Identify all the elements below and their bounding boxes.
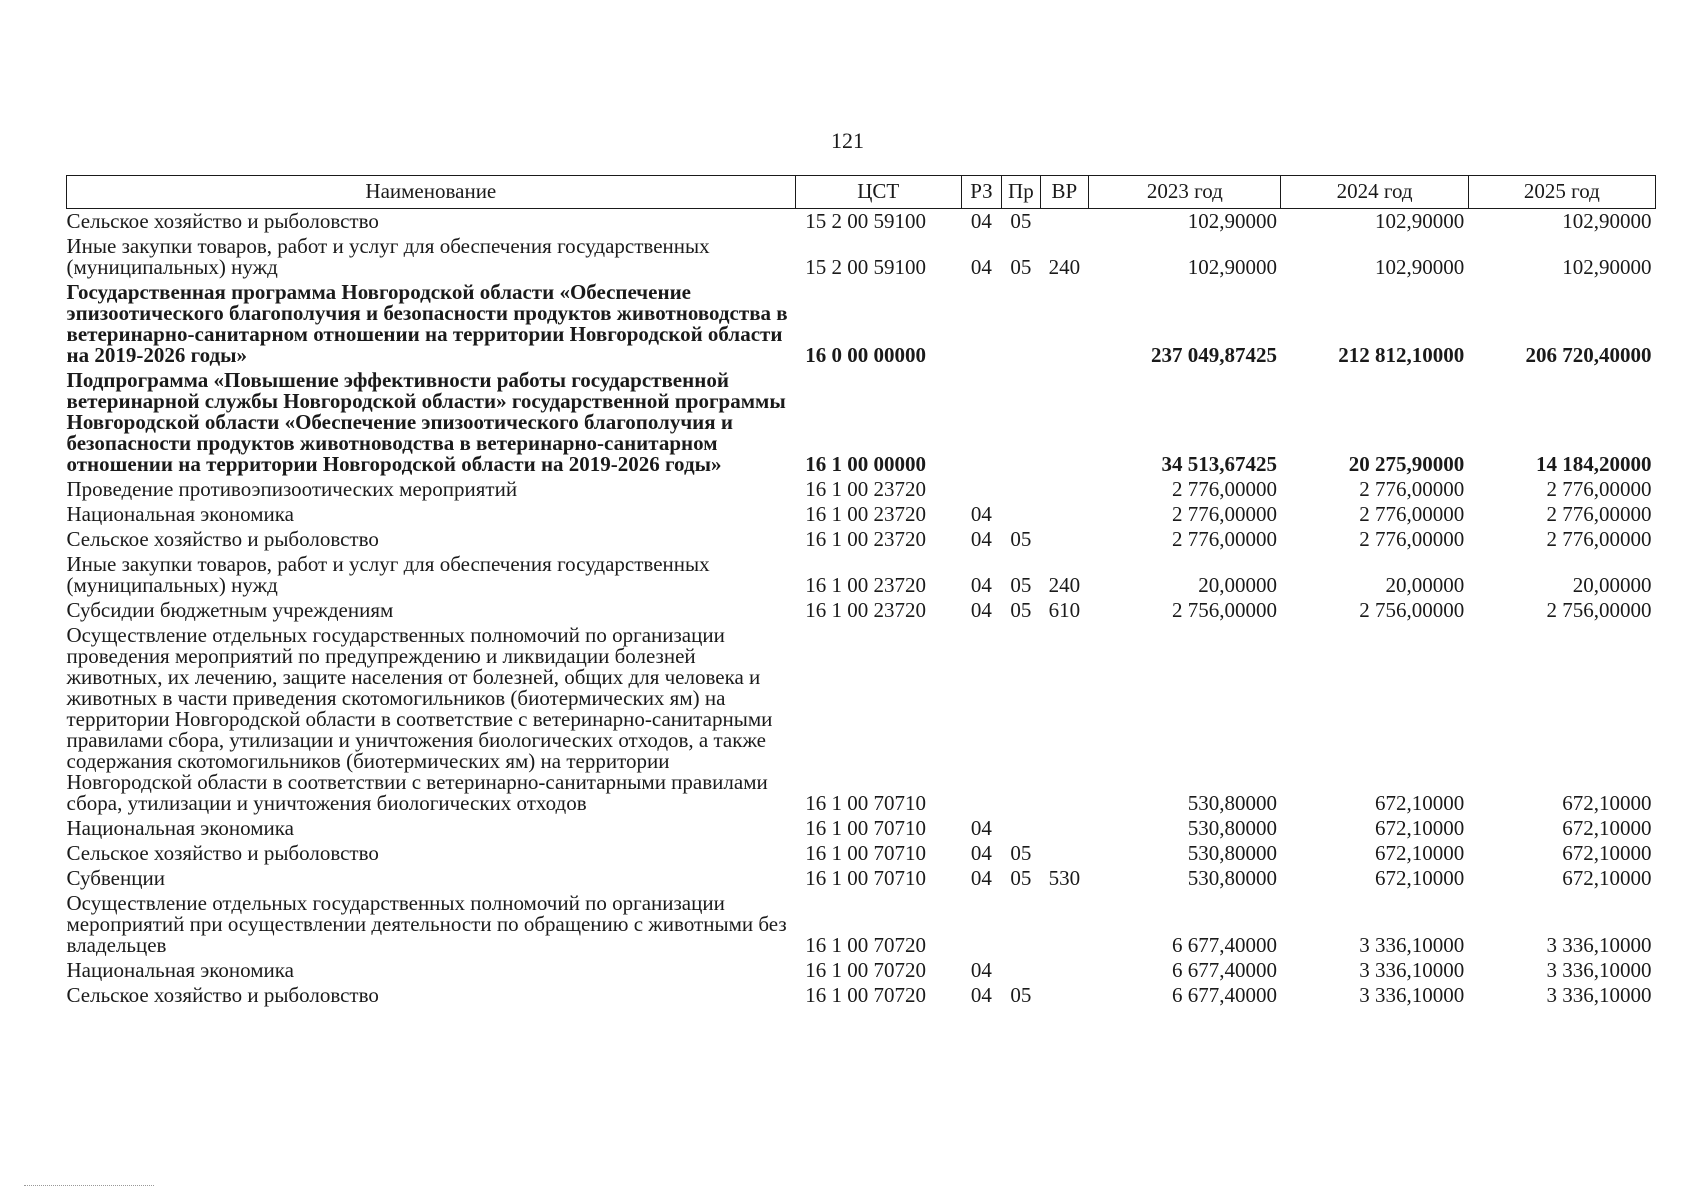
header-cst: ЦСТ xyxy=(795,176,961,209)
row-cst: 16 0 00 00000 xyxy=(805,343,926,367)
row-pr: 05 xyxy=(1010,866,1032,890)
row-2025: 3 336,10000 xyxy=(1546,983,1652,1007)
row-name: Национальная экономика xyxy=(66,958,294,982)
row-rz: 04 xyxy=(970,983,992,1007)
row-name: Субсидии бюджетным учреждениям xyxy=(66,598,394,622)
row-vr xyxy=(1040,477,1089,502)
row-pr: 05 xyxy=(1010,841,1032,865)
row-2024: 672,10000 xyxy=(1374,841,1465,865)
row-cst: 16 1 00 23720 xyxy=(805,502,926,526)
row-2023: 6 677,40000 xyxy=(1171,958,1277,982)
row-rz: 04 xyxy=(970,841,992,865)
row-pr: 05 xyxy=(1010,209,1032,233)
row-cst: 16 1 00 70710 xyxy=(805,791,926,815)
row-2025: 102,90000 xyxy=(1562,255,1652,279)
row-name: Осуществление отдельных государственных полномочий по организации мероприятий при осуществлении деятельности по обращению с животными без владельцев xyxy=(66,891,787,957)
row-2024: 20 275,90000 xyxy=(1348,452,1465,476)
row-name: Сельское хозяйство и рыболовство xyxy=(66,841,379,865)
row-2025: 3 336,10000 xyxy=(1546,958,1652,982)
row-vr xyxy=(1040,958,1089,983)
row-rz: 04 xyxy=(970,527,992,551)
row-cst: 16 1 00 23720 xyxy=(805,598,926,622)
row-name: Национальная экономика xyxy=(66,816,294,840)
row-cst: 16 1 00 70710 xyxy=(805,841,926,865)
row-cst: 16 1 00 70710 xyxy=(805,866,926,890)
row-2025: 2 776,00000 xyxy=(1546,502,1652,526)
row-vr xyxy=(1040,502,1089,527)
row-rz xyxy=(961,368,1001,477)
row-name: Иные закупки товаров, работ и услуг для обеспечения государственных (муниципальных) нужд xyxy=(66,234,710,279)
row-pr xyxy=(1002,280,1040,368)
row-rz xyxy=(961,280,1001,368)
row-name: Иные закупки товаров, работ и услуг для обеспечения государственных (муниципальных) нужд xyxy=(66,552,710,597)
row-2023: 6 677,40000 xyxy=(1171,933,1277,957)
row-name: Субвенции xyxy=(66,866,165,890)
row-pr xyxy=(1002,623,1040,816)
table-row xyxy=(67,502,1656,527)
row-vr: 240 xyxy=(1048,573,1081,597)
table-row xyxy=(67,280,1656,368)
row-pr xyxy=(1002,891,1040,958)
row-pr: 05 xyxy=(1010,255,1032,279)
row-rz: 04 xyxy=(970,209,992,233)
row-cst: 16 1 00 23720 xyxy=(805,477,926,501)
row-2023: 2 776,00000 xyxy=(1171,527,1277,551)
row-2025: 14 184,20000 xyxy=(1536,452,1652,476)
row-name: Национальная экономика xyxy=(66,502,294,526)
row-cst: 15 2 00 59100 xyxy=(805,255,926,279)
row-cst: 15 2 00 59100 xyxy=(805,209,926,233)
row-vr: 610 xyxy=(1048,598,1081,622)
row-vr xyxy=(1040,891,1089,958)
budget-table xyxy=(66,175,1656,1008)
table-row xyxy=(67,816,1656,841)
row-2025: 20,00000 xyxy=(1572,573,1652,597)
row-2023: 530,80000 xyxy=(1187,866,1277,890)
row-vr xyxy=(1040,527,1089,552)
row-rz: 04 xyxy=(970,502,992,526)
row-rz: 04 xyxy=(970,866,992,890)
row-rz: 04 xyxy=(970,958,992,982)
table-row xyxy=(67,368,1656,477)
row-pr: 05 xyxy=(1010,527,1032,551)
row-2025: 672,10000 xyxy=(1562,841,1652,865)
row-name: Сельское хозяйство и рыболовство xyxy=(66,983,379,1007)
table-row xyxy=(67,527,1656,552)
header-vr: ВР xyxy=(1040,176,1089,209)
row-pr xyxy=(1002,502,1040,527)
row-name: Сельское хозяйство и рыболовство xyxy=(66,527,379,551)
header-pr: Пр xyxy=(1002,176,1040,209)
row-2025: 672,10000 xyxy=(1562,816,1652,840)
row-2023: 2 776,00000 xyxy=(1171,477,1277,501)
row-rz: 04 xyxy=(970,816,992,840)
row-2024: 212 812,10000 xyxy=(1338,343,1465,367)
row-cst: 16 1 00 70720 xyxy=(805,958,926,982)
row-vr xyxy=(1040,209,1089,235)
row-vr: 530 xyxy=(1048,866,1081,890)
table-body xyxy=(67,209,1656,1009)
row-2024: 2 776,00000 xyxy=(1359,527,1465,551)
row-2024: 20,00000 xyxy=(1385,573,1465,597)
table-header xyxy=(67,176,1656,209)
row-2025: 672,10000 xyxy=(1562,791,1652,815)
row-2024: 672,10000 xyxy=(1374,816,1465,840)
row-pr: 05 xyxy=(1010,598,1032,622)
row-2023: 102,90000 xyxy=(1187,209,1277,233)
table-row xyxy=(67,552,1656,598)
table-row xyxy=(67,866,1656,891)
table-row xyxy=(67,209,1656,235)
row-vr xyxy=(1040,280,1089,368)
table-row xyxy=(67,983,1656,1008)
row-2024: 3 336,10000 xyxy=(1359,983,1465,1007)
page-number: 121 xyxy=(831,128,864,153)
row-vr xyxy=(1040,623,1089,816)
table-row xyxy=(67,958,1656,983)
row-2023: 237 049,87425 xyxy=(1150,343,1277,367)
row-name: Сельское хозяйство и рыболовство xyxy=(66,209,379,233)
header-2023: 2023 год xyxy=(1089,176,1281,209)
row-2024: 2 776,00000 xyxy=(1359,502,1465,526)
row-pr xyxy=(1002,816,1040,841)
scan-artifact-line xyxy=(24,1185,154,1186)
row-rz xyxy=(961,891,1001,958)
row-2023: 2 776,00000 xyxy=(1171,502,1277,526)
row-2024: 672,10000 xyxy=(1374,791,1465,815)
row-cst: 16 1 00 70720 xyxy=(805,933,926,957)
row-rz: 04 xyxy=(970,598,992,622)
row-2023: 102,90000 xyxy=(1187,255,1277,279)
header-rz: РЗ xyxy=(961,176,1001,209)
header-name: Наименование xyxy=(67,176,796,209)
row-2025: 102,90000 xyxy=(1562,209,1652,233)
row-name: Проведение противоэпизоотических мероприятий xyxy=(66,477,518,501)
row-vr xyxy=(1040,983,1089,1008)
row-2025: 3 336,10000 xyxy=(1546,933,1652,957)
row-rz: 04 xyxy=(970,255,992,279)
row-cst: 16 1 00 23720 xyxy=(805,573,926,597)
row-2025: 206 720,40000 xyxy=(1525,343,1652,367)
row-name: Государственная программа Новгородской области «Обеспечение эпизоотического благополучия и безопасности продуктов животноводства в ветеринарно-санитарном отношении на территории Новгородской области на 2019-2026 годы» xyxy=(66,280,788,367)
row-rz xyxy=(961,477,1001,502)
row-2025: 672,10000 xyxy=(1562,866,1652,890)
row-pr xyxy=(1002,368,1040,477)
row-2023: 34 513,67425 xyxy=(1161,452,1277,476)
row-2024: 672,10000 xyxy=(1374,866,1465,890)
row-2023: 530,80000 xyxy=(1187,791,1277,815)
row-pr xyxy=(1002,958,1040,983)
row-2024: 102,90000 xyxy=(1374,209,1465,233)
table-row xyxy=(67,598,1656,623)
row-2024: 102,90000 xyxy=(1374,255,1465,279)
row-2024: 2 756,00000 xyxy=(1359,598,1465,622)
table-row xyxy=(67,234,1656,280)
row-pr: 05 xyxy=(1010,983,1032,1007)
row-2023: 530,80000 xyxy=(1187,841,1277,865)
row-pr: 05 xyxy=(1010,573,1032,597)
row-cst: 16 1 00 00000 xyxy=(805,452,926,476)
row-2024: 3 336,10000 xyxy=(1359,933,1465,957)
header-2025: 2025 год xyxy=(1468,176,1655,209)
row-2023: 6 677,40000 xyxy=(1171,983,1277,1007)
row-2023: 2 756,00000 xyxy=(1171,598,1277,622)
table-row xyxy=(67,623,1656,816)
row-2023: 20,00000 xyxy=(1198,573,1277,597)
row-pr xyxy=(1002,477,1040,502)
row-2023: 530,80000 xyxy=(1187,816,1277,840)
row-2024: 3 336,10000 xyxy=(1359,958,1465,982)
row-2024: 2 776,00000 xyxy=(1359,477,1465,501)
table-row xyxy=(67,841,1656,866)
row-name: Осуществление отдельных государственных полномочий по организации проведения мероприятий по предупреждению и ликвидации болезней животных, их лечению, защите населения от болезней, общих для человека и животных в части приведения скотомогильников (биотермических ям) на территории Новгородской области в соответствие с ветеринарно-санитарными правилами сбора, утилизации и уничтожения биологических отходов, а также содержания скотомогильников (биотермических ям) на территории Новгородской области в соответствии с ветеринарно-санитарными правилами сбора, утилизации и уничтожения биологических отходов xyxy=(66,623,773,815)
row-vr xyxy=(1040,816,1089,841)
row-cst: 16 1 00 70710 xyxy=(805,816,926,840)
row-rz: 04 xyxy=(970,573,992,597)
row-vr xyxy=(1040,368,1089,477)
table-row xyxy=(67,477,1656,502)
row-cst: 16 1 00 23720 xyxy=(805,527,926,551)
row-2025: 2 776,00000 xyxy=(1546,477,1652,501)
table-row xyxy=(67,891,1656,958)
row-name: Подпрограмма «Повышение эффективности работы государственной ветеринарной службы Новгородской области» государственной программы Новгородской области «Обеспечение эпизоотического благополучия и безопасности продуктов животноводства в ветеринарно-санитарном отношении на территории Новгородской области на 2019-2026 годы» xyxy=(66,368,786,476)
row-2025: 2 776,00000 xyxy=(1546,527,1652,551)
row-rz xyxy=(961,623,1001,816)
header-2024: 2024 год xyxy=(1281,176,1468,209)
row-vr: 240 xyxy=(1048,255,1081,279)
row-vr xyxy=(1040,841,1089,866)
row-cst: 16 1 00 70720 xyxy=(805,983,926,1007)
row-2025: 2 756,00000 xyxy=(1546,598,1652,622)
